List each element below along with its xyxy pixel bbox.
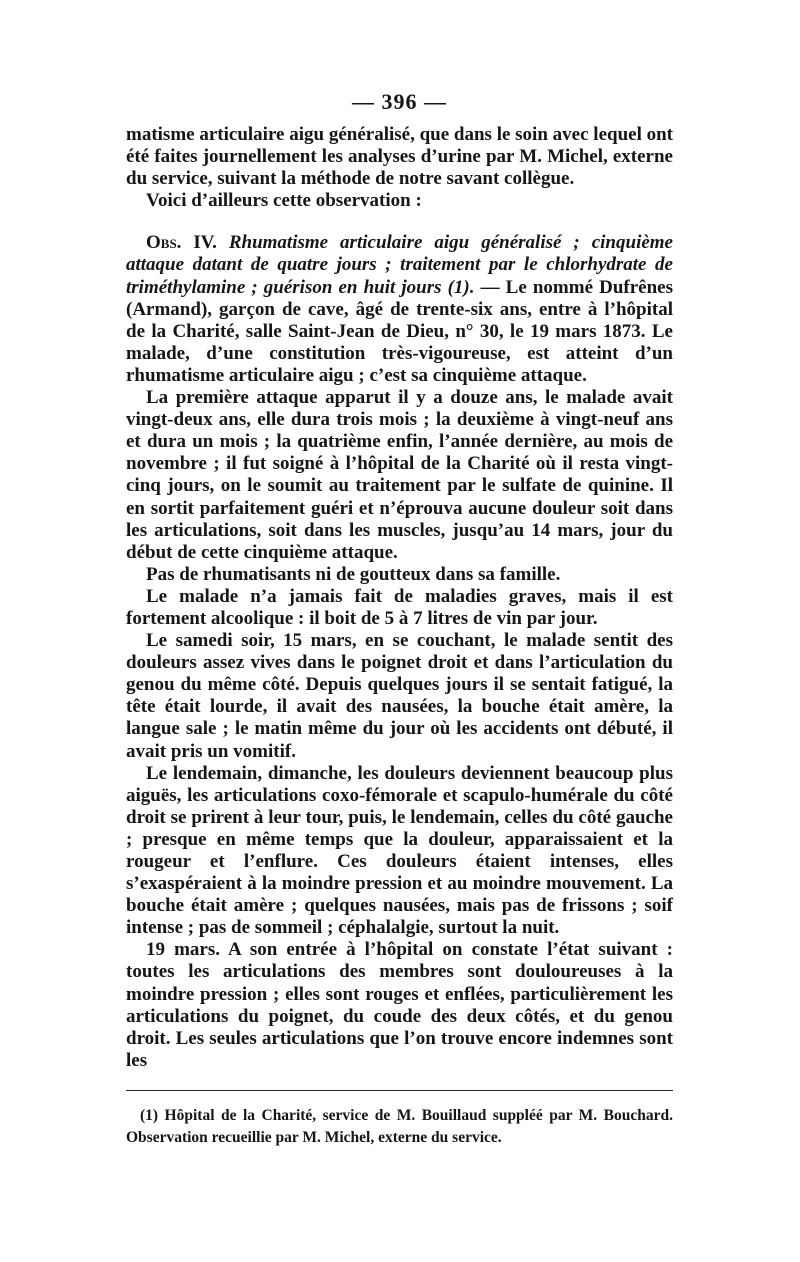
footnote: (1) Hôpital de la Charité, service de M. Bouillaud suppléé par M. Bouchard. Observation recueillie par M. Michel, externe du service. <box>126 1106 673 1146</box>
paragraph-intro: matisme articulaire aigu généralisé, que dans le soin avec lequel ont été faites journellement les analyses d’urine par M. Michel, externe du service, suivant la méthode de notre savant collègue. <box>126 124 673 190</box>
paragraph-family: Pas de rhumatisants ni de goutteux dans sa famille. <box>146 563 561 585</box>
footnote-rule <box>126 1090 673 1091</box>
observation-label: Obs. IV. <box>146 232 217 254</box>
document-page <box>126 88 673 1164</box>
observation-paragraph <box>126 232 673 387</box>
paragraph-onset: Le samedi soir, 15 mars, en se couchant, le malade sentit des douleurs assez vives dans le poignet droit et dans l’articulation du genou du même côté. Depuis quelques jours il se sentait fatigué, la tête était lourde, il avait des nausées, la bouche était amère, la langue sale ; le matin même du jour où les accidents ont débuté, il avait pris un vomitif. <box>126 630 673 762</box>
paragraph-history: La première attaque apparut il y a douze ans, le malade avait vingt-deux ans, elle dura trois mois ; la deuxième à vingt-neuf ans et dura un mois ; la quatrième enfin, l’année dernière, au mois de novembre ; il fut soigné à l’hôpital de la Charité où il resta vingt-cinq jours, on le soumit au traitement par le sulfate de quinine. Il en sortit parfaitement guéri et n’éprouva aucune douleur soit dans les articulations, soit dans les muscles, jusqu’au 14 mars, jour du début de cette cinquième attaque. <box>126 387 673 563</box>
observation-title: Rhumatisme articulaire aigu généralisé ; cinquième attaque datant de quatre jours ; traitement par le chlorhydrate de triméthylamine ; guérison en huit jours (1). <box>126 232 673 298</box>
paragraph-progression: Le lendemain, dimanche, les douleurs deviennent beaucoup plus aiguës, les articulations coxo-fémorale et scapulo-humérale du côté droit se prirent à leur tour, puis, le lendemain, celles du côté gauche ; presque en même temps que la douleur, apparaissaient et la rougeur et l’enflure. Ces douleurs étaient intenses, elles s’exaspéraient à la moindre pression et au moindre mouvement. La bouche était amère ; quelques nausées, mais pas de frissons ; soif intense ; pas de sommeil ; céphalalgie, surtout la nuit. <box>126 762 673 939</box>
observation-body: — Le nommé Dufrênes (Armand), garçon de cave, âgé de trente-six ans, entre à l’hôpital de la Charité, salle Saint-Jean de Dieu, n° 30, le 19 mars 1873. Le malade, d’une constitution très-vigoureuse, est atteint d’un rhumatisme articulaire aigu ; c’est sa cinquième attaque. <box>126 276 673 386</box>
paragraph-observation-intro: Voici d’ailleurs cette observation : <box>146 190 422 212</box>
page-number: — 396 — <box>352 89 447 114</box>
paragraph-alcohol: Le malade n’a jamais fait de maladies graves, mais il est fortement alcoolique : il boit de 5 à 7 litres de vin par jour. <box>126 585 673 629</box>
paragraph-admission: 19 mars. A son entrée à l’hôpital on constate l’état suivant : toutes les articulations des membres sont douloureuses à la moindre pression ; elles sont rouges et enflées, particulièrement les articulations du poignet, du coude des deux côtés, et du genou droit. Les seules articulations que l’on trouve encore indemnes sont les <box>126 939 673 1071</box>
